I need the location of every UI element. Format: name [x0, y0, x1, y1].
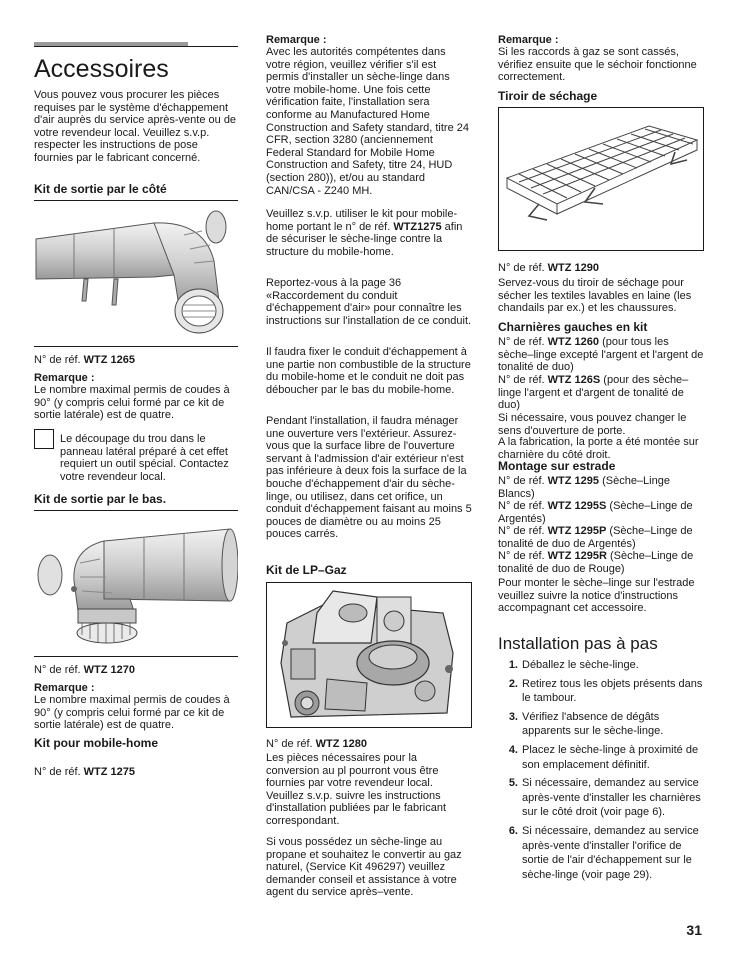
- bottom-kit-note-text: Le nombre maximal permis de coudes à 90° (y compris celui formé par ce kit de sortie latérale) est de quatre.: [34, 694, 230, 732]
- install-steps: [494, 658, 704, 886]
- fix-text: Il faudra fixer le conduit d'échappement à une partie non combustible de la structure du mobile-home et le conduit ne doit pas déboucher par le bas du mobile-home.: [266, 346, 471, 396]
- pedestal-text: Pour monter le sèche–linge sur l'estrade veuillez suivre la notice d'instructions accompagnant cet accessoire.: [498, 577, 695, 615]
- lp-gas-ref: N° de réf. WTZ 1280: [266, 738, 368, 750]
- lp-gas-kit-figure: [266, 582, 472, 728]
- drawer-heading: Tiroir de séchage: [498, 89, 598, 103]
- mobile-home-ref: N° de réf. WTZ 1275: [34, 766, 136, 778]
- mobile-home-heading: Kit pour mobile-home: [34, 736, 158, 750]
- install-step: 2. Retirez tous les objets présents dans le tambour.: [508, 677, 703, 705]
- side-exhaust-kit-illustration: [34, 201, 238, 346]
- pedestal-item: N° de réf. WTZ 1295R (Sèche–Linge de tonalité de duo de Rouge): [498, 550, 694, 575]
- install-title: Installation pas à pas: [498, 634, 658, 653]
- hinges-ref-2: N° de réf. WTZ 126S (pour des sèche–linge l'argent et d'argent de tonalité de duo): [498, 374, 689, 412]
- install-step: 1. Déballez le sèche-linge.: [508, 659, 639, 671]
- side-kit-ref: N° de réf. WTZ 1265: [34, 354, 136, 366]
- lp-gas-heading: Kit de LP–Gaz: [266, 563, 347, 577]
- side-kit-warning-text: Le découpage du trou dans le panneau latéral préparé à cet effet requiert un outil spécial. Contactez votre revendeur local.: [60, 433, 229, 483]
- install-step: 5. Si nécessaire, demandez au service après-vente d'installer les charnières sur le côté droit (voir page 6).: [508, 777, 701, 819]
- pedestal-heading: Montage sur estrade: [498, 459, 616, 473]
- install-step: 4. Placez le sèche-linge à proximité de son emplacement définitif.: [508, 743, 699, 771]
- drawer-ref: N° de réf. WTZ 1290: [498, 262, 600, 274]
- bottom-exhaust-kit-illustration: [34, 511, 238, 656]
- drawer-text: Servez-vous du tiroir de séchage pour sécher les textiles lavables en laine (les chandails par ex.) et les chaussures.: [498, 277, 692, 315]
- lp-gas-text-1: Les pièces nécessaires pour la conversion au pl pourront vous être fournies par votre revendeur local. Veuillez s.v.p. suivre les instructions d'installation publiées par le fabricant correspondant.: [266, 752, 447, 827]
- page-title: Accessoires: [34, 55, 169, 83]
- install-step: 6. Si nécessaire, demandez au service après-vente d'installer l'orifice de sortie de l'air d'échappement sur le sèche-linge (voir page 29).: [508, 824, 699, 881]
- lp-gas-text-2: Si vous possédez un sèche-linge au propane et souhaitez le convertir au gaz naturel, (Service Kit 496297) veuillez demander conseil et assistance à votre agent du service après–vente.: [266, 836, 462, 899]
- bottom-exhaust-kit-figure: [34, 511, 238, 656]
- page-ref-text: Reportez-vous à la page 36 «Raccordement du conduit d'échappement d'air» pour connaître les instructions sur l'installation de ce conduit.: [266, 277, 472, 327]
- side-kit-heading: Kit de sortie par le côté: [34, 182, 167, 196]
- pedestal-item: N° de réf. WTZ 1295 (Sèche–Linge Blancs): [498, 475, 670, 500]
- intro-text: Vous pouvez vous procurer les pièces requises par le système d'échappement d'air auprès du service après-vente ou de votre revendeur local. Veuillez s.v.p. respecter les instructions de pose fournies par le fabricant concerné.: [34, 89, 237, 164]
- pedestal-item: N° de réf. WTZ 1295S (Sèche–Linge de Argentés): [498, 500, 693, 525]
- hinges-ref-1: N° de réf. WTZ 1260 (pour tous les sèche–linge excepté l'argent et l'argent de tonalité de duo): [498, 336, 704, 374]
- mobile-note-text: Avec les autorités compétentes dans votre région, veuillez vérifier s'il est permis d'installer un sèche-linge dans votre mobile-home. Une fois cette vérification faite, l'installation sera conforme au Manufactured Home Construction and Safety standard, titre 24 CFR, section 3280 (anciennement Federal Standard for Mobile Home Construction and Safety, titre 24, HUD (section 280)), et/ou au standard CAN/CSA - Z240 MH.: [266, 46, 470, 197]
- drying-rack-illustration: [499, 108, 703, 250]
- title-rule: [34, 42, 238, 47]
- gas-valve-illustration: [267, 583, 471, 727]
- side-kit-note-text: Le nombre maximal permis de coudes à 90° (y compris celui formé par ce kit de sortie latérale) est de quatre.: [34, 384, 230, 422]
- hinges-text-2: A la fabrication, la porte a été montée sur charnière du côté droit.: [498, 436, 699, 461]
- bottom-kit-heading: Kit de sortie par le bas.: [34, 492, 167, 506]
- page-number: 31: [686, 922, 702, 938]
- hinges-text-1: Si nécessaire, vous pouvez changer le sens d'ouverture de porte.: [498, 412, 687, 437]
- gas-note-text: Si les raccords à gaz se sont cassés, vérifiez ensuite que le séchoir fonctionne correctement.: [498, 46, 697, 84]
- bottom-kit-note-title: Remarque :: [34, 682, 95, 694]
- mobile-note-title: Remarque :: [266, 34, 327, 46]
- opening-text: Pendant l'installation, il faudra ménager une ouverture vers l'extérieur. Assurez-vous que la surface libre de l'ouverture servant à l'admission d'air extérieur n'est pas inférieure à deux fois la surface de la bouche d'échappement d'air du sèche-linge, ou utilisez, dans cet orifice, un conduit d'échappement faisant au moins 5 pouces de diamètre ou au moins 25 pouces carrés.: [266, 415, 472, 541]
- side-exhaust-kit-figure: [34, 201, 238, 346]
- side-kit-warning: [34, 429, 238, 483]
- hinges-heading: Charnières gauches en kit: [498, 320, 648, 334]
- bottom-kit-ref: N° de réf. WTZ 1270: [34, 664, 136, 676]
- side-kit-note-title: Remarque :: [34, 372, 95, 384]
- kit-use-text: Veuillez s.v.p. utiliser le kit pour mobile-home portant le n° de réf. WTZ1275 afin de sécuriser le sèche-linge contre la structure du mobile-home.: [266, 208, 463, 258]
- warning-box-icon: [34, 429, 54, 449]
- gas-note-title: Remarque :: [498, 34, 559, 46]
- install-step: 3. Vérifiez l'absence de dégâts apparents sur le sèche-linge.: [508, 710, 664, 738]
- drying-drawer-figure: [498, 107, 704, 251]
- pedestal-list: [498, 475, 704, 575]
- pedestal-item: N° de réf. WTZ 1295P (Sèche–Linge de tonalité de duo de Argentés): [498, 525, 693, 550]
